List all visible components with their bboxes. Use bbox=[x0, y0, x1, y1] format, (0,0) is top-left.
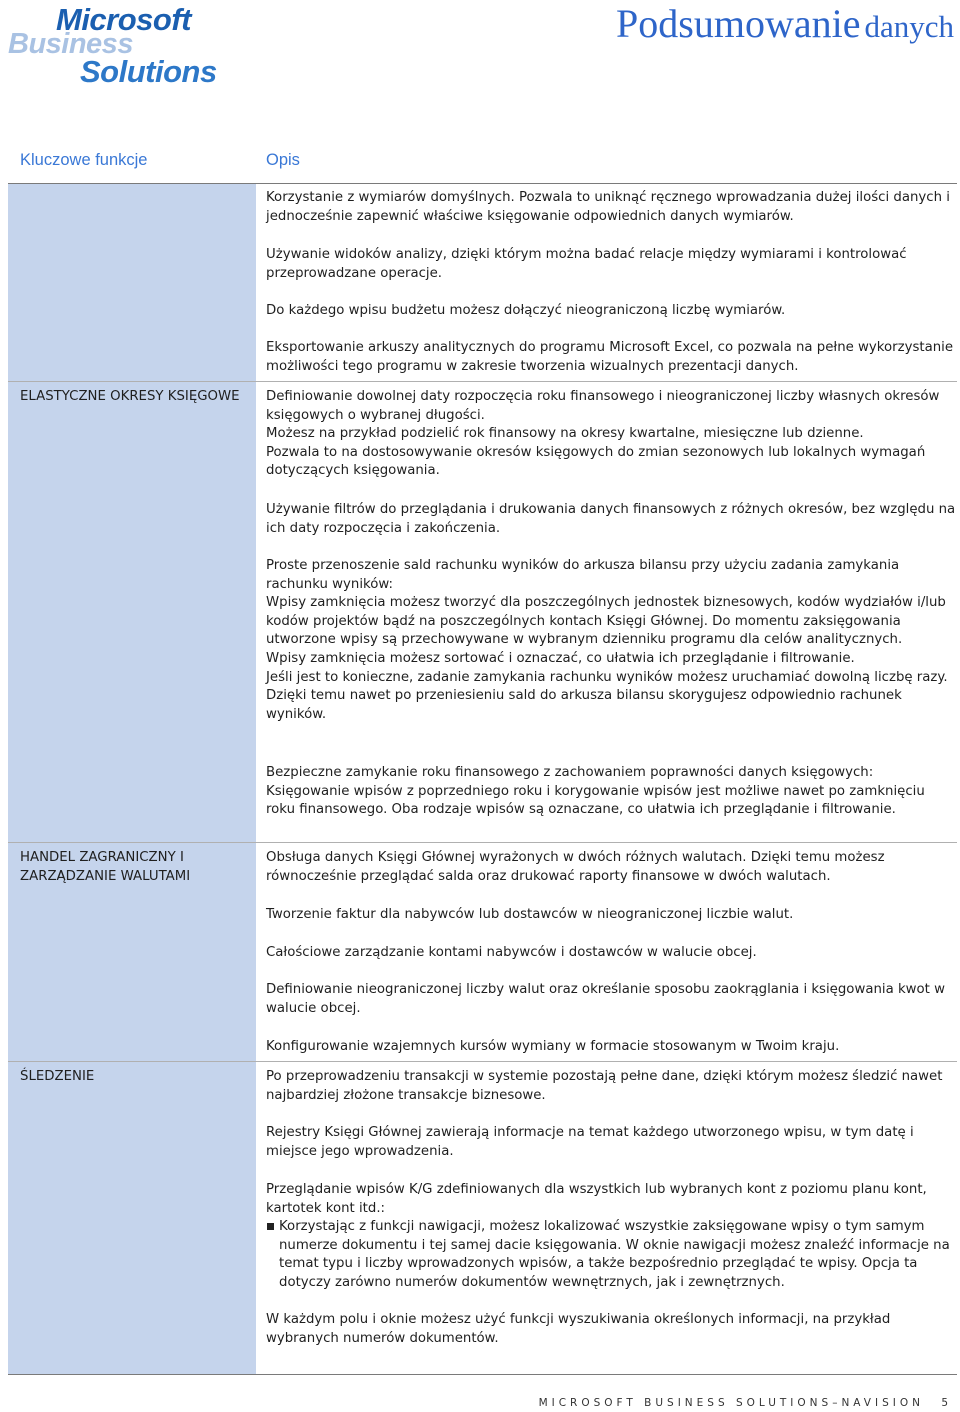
column-header-features: Kluczowe funkcje bbox=[20, 151, 148, 169]
description-item: Eksportowanie arkuszy analitycznych do programu Microsoft Excel, co pozwala na pełne wykorzystanie możliwości tego programu w zakresie tworzenia wizualnych prezentacji danych. bbox=[266, 340, 954, 374]
category-foreign-trade: HANDEL ZAGRANICZNY I ZARZĄDZANIE WALUTAMI bbox=[20, 850, 191, 884]
description-item: Używanie filtrów do przeglądania i drukowania danych finansowych z różnych okresów, bez względu na ich daty rozpoczęcia i zakończenia. bbox=[266, 502, 956, 536]
bullet-list-item bbox=[266, 1218, 956, 1292]
description-item: Obsługa danych Księgi Głównej wyrażonych w dwóch różnych walutach. Dzięki temu możesz równocześnie przeglądać salda oraz drukować raporty finansowe w dwóch walutach. bbox=[266, 850, 885, 884]
description-item: Przeglądanie wpisów K/G zdefiniowanych dla wszystkich lub wybranych kont z poziomu planu kont, kartotek kont itd.: Korzystając z funkcji nawigacji, możesz lokalizować wszystkie zaksięgowane wpisy o tym samym numerze dokumentu i tej samej dacie księgowania. W oknie nawigacji możesz znaleźć informacje na temat typu i liczby wprowadzonych wpisów, a także bezpośrednio przeglądać te wpisy. Opcja ta dotyczy zarówno numerów dokumentów wewnętrznych, jak i zewnętrznych. bbox=[266, 1181, 956, 1293]
footer-text: MICROSOFT BUSINESS SOLUTIONS–NAVISION bbox=[538, 1397, 924, 1409]
description-item: Do każdego wpisu budżetu możesz dołączyć nieograniczoną liczbę wymiarów. bbox=[266, 303, 786, 318]
description-item: Rejestry Księgi Głównej zawierają informacje na temat każdego utworzonego wpisu, w tym datę i miejsce jego wprowadzenia. bbox=[266, 1125, 914, 1159]
title-word-2: danych bbox=[864, 9, 954, 44]
page-number: 5 bbox=[941, 1397, 952, 1409]
description-item: Proste przenoszenie sald rachunku wyników do arkusza bilansu przy użyciu zadania zamykania rachunku wyników: Wpisy zamknięcia możesz tworzyć dla poszczególnych jednostek biznesowych, kodów wydziałów i/lub kodów projektów bądź na poszczególnych kontach Księgi Głównej. Do momentu zaksięgowania utworzone wpisy są przechowywane w wybranym dzienniku programu dla celów analitycznych. Wpisy zamknięcia możesz sortować i oznaczać, co ułatwia ich przeglądanie i filtrowanie. Jeśli jest to konieczne, zadanie zamykania rachunku wyników możesz uruchamiać dowolną liczbę razy. Dzięki temu nawet po przeniesieniu sald do arkusza bilansu skorygujesz odpowiednio rachunek wyników. bbox=[266, 558, 948, 722]
description-item: Konfigurowanie wzajemnych kursów wymiany w formacie stosowanym w Twoim kraju. bbox=[266, 1039, 840, 1054]
description-item: Korzystanie z wymiarów domyślnych. Pozwala to uniknąć ręcznego wprowadzania dużej ilości danych i jednocześnie zapewnić właściwe księgowanie odpowiednich danych wymiarów. bbox=[266, 190, 950, 224]
section-divider bbox=[8, 1061, 957, 1062]
description-item: Bezpieczne zamykanie roku finansowego z zachowaniem poprawności danych księgowych: Księgowanie wpisów z poprzedniego roku i korygowanie wpisów jest możliwe nawet po zamknięciu roku finansowego. Oba rodzaje wpisów są oznaczane, co ułatwia ich przeglądanie i filtrowanie. bbox=[266, 765, 925, 818]
logo-line-2: Business bbox=[8, 28, 133, 60]
column-header-description: Opis bbox=[266, 151, 300, 169]
description-item: Definiowanie dowolnej daty rozpoczęcia roku finansowego i nieograniczonej liczby własnych okresów księgowych o wybranej długości. Możesz na przykład podzielić rok finansowy na okresy kwartalne, miesięczne lub dzienne. Pozwala to na dostosowywanie okresów księgowych do zmian sezonowych lub lokalnych wymagań dotyczących księgowania. bbox=[266, 389, 940, 479]
page-title bbox=[616, 0, 954, 47]
table-bottom-rule bbox=[8, 1374, 957, 1375]
square-bullet-icon bbox=[267, 1223, 274, 1230]
logo-line-1: Microsoft bbox=[56, 2, 191, 37]
logo-line-3: Solutions bbox=[80, 54, 217, 89]
title-word-1: Podsumowanie bbox=[616, 1, 861, 46]
page-footer bbox=[539, 1397, 952, 1409]
bullet-text: Korzystając z funkcji nawigacji, możesz lokalizować wszystkie zaksięgowane wpisy o tym samym numerze dokumentu i tej samej dacie księgowania. W oknie nawigacji możesz znaleźć informacje na temat typu i liczby wprowadzonych wpisów, a także bezpośrednio przeglądać te wpisy. Opcja ta dotyczy zarówno numerów dokumentów wewnętrznych, jak i zewnętrznych. bbox=[279, 1219, 950, 1290]
description-item: Po przeprowadzeniu transakcji w systemie pozostają pełne dane, dzięki którym możesz śledzić nawet najbardziej złożone transakcje biznesowe. bbox=[266, 1069, 943, 1103]
description-item: Tworzenie faktur dla nabywców lub dostawców w nieograniczonej liczbie walut. bbox=[266, 907, 794, 922]
section-divider bbox=[8, 381, 957, 382]
microsoft-business-solutions-logo bbox=[8, 2, 238, 92]
description-item: Używanie widoków analizy, dzięki którym można badać relacje między wymiarami i kontrolować przeprowadzane operacje. bbox=[266, 247, 907, 281]
features-column-background bbox=[8, 184, 256, 1374]
category-tracking: ŚLEDZENIE bbox=[20, 1069, 95, 1084]
description-item: W każdym polu i oknie możesz użyć funkcji wyszukiwania określonych informacji, na przykład wybranych numerów dokumentów. bbox=[266, 1312, 891, 1346]
category-flexible-periods: ELASTYCZNE OKRESY KSIĘGOWE bbox=[20, 389, 240, 404]
description-item: Całościowe zarządzanie kontami nabywców i dostawców w walucie obcej. bbox=[266, 945, 757, 960]
section-divider bbox=[8, 842, 957, 843]
description-item: Definiowanie nieograniczonej liczby walut oraz określanie sposobu zaokrąglania i księgowania kwot w walucie obcej. bbox=[266, 982, 945, 1016]
